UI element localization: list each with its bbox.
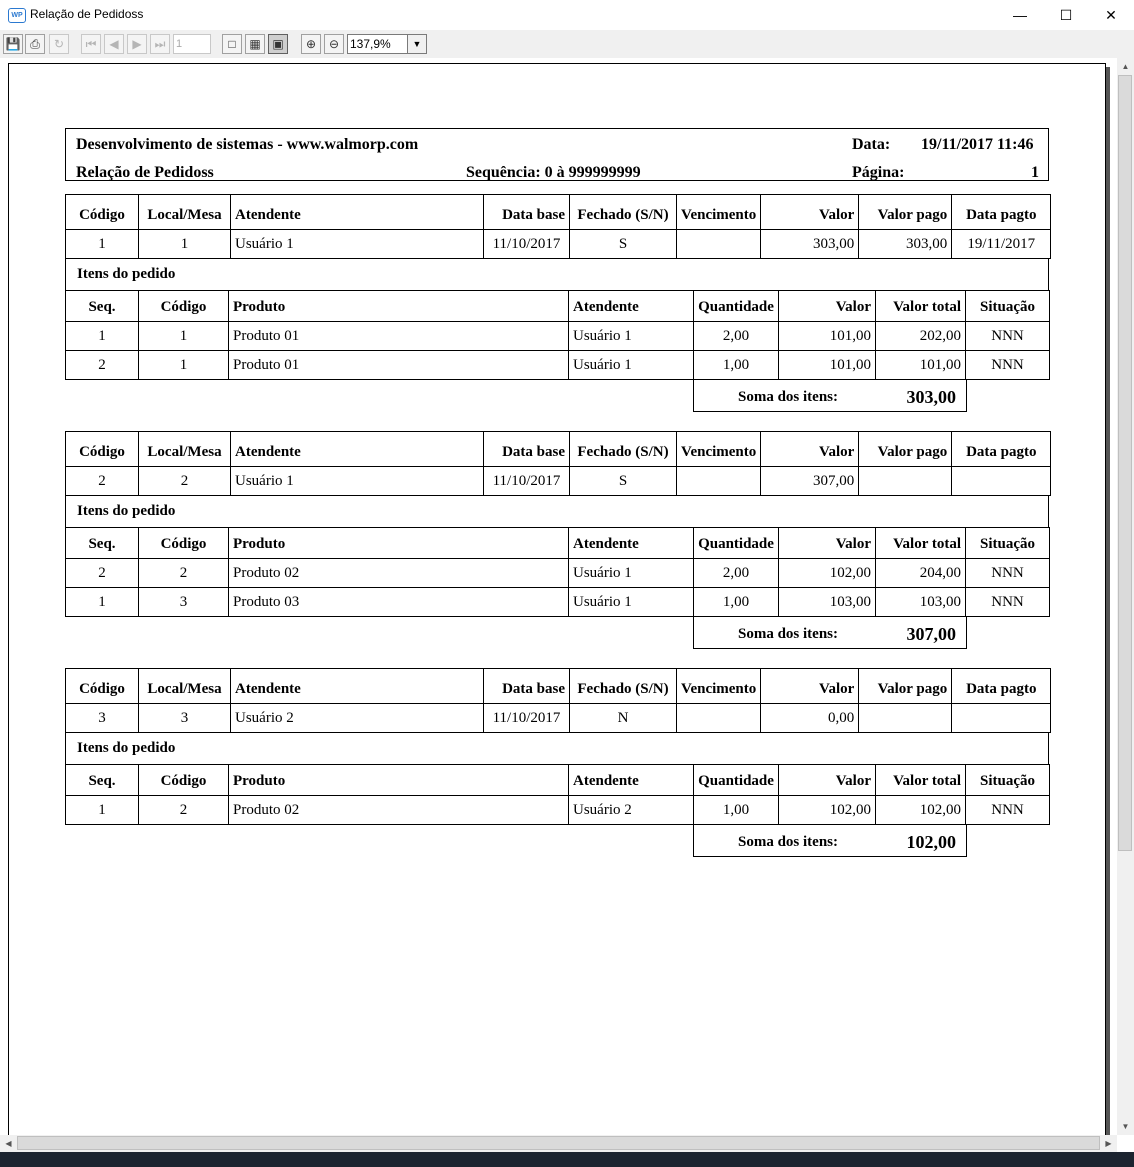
multi-page-icon[interactable]: ▣ — [268, 34, 288, 54]
item-column-header: Valor — [779, 765, 876, 796]
order-cell — [677, 230, 761, 259]
item-column-header: Situação — [966, 291, 1050, 322]
order-column-header: Vencimento — [677, 432, 761, 467]
sum-label: Soma dos itens: — [738, 389, 839, 405]
order-cell — [677, 704, 761, 733]
page-width-icon[interactable]: ▦ — [245, 34, 265, 54]
item-column-header: Código — [139, 291, 229, 322]
order-table — [65, 431, 1051, 496]
item-cell: 102,00 — [876, 796, 966, 825]
item-column-header: Seq. — [66, 291, 139, 322]
sum-value: 307,00 — [906, 624, 956, 644]
taskbar — [0, 1152, 1134, 1167]
zoom-select[interactable] — [347, 34, 427, 54]
item-row — [66, 796, 1050, 825]
order-row — [66, 467, 1051, 496]
zoom-in-icon[interactable]: ⊕ — [301, 34, 321, 54]
item-column-header: Código — [139, 528, 229, 559]
order-column-header: Código — [66, 432, 139, 467]
item-cell: 101,00 — [876, 351, 966, 380]
items-label: Itens do pedido — [77, 740, 176, 756]
item-cell: 1,00 — [694, 588, 779, 617]
close-button[interactable]: ✕ — [1105, 7, 1117, 23]
item-header-row — [66, 291, 1050, 322]
item-cell: 101,00 — [779, 351, 876, 380]
title-bar — [0, 0, 1134, 30]
item-table — [65, 764, 1050, 825]
item-column-header: Quantidade — [694, 291, 779, 322]
order-column-header: Fechado (S/N) — [570, 195, 677, 230]
zoom-out-icon[interactable]: ⊖ — [324, 34, 344, 54]
item-column-header: Situação — [966, 765, 1050, 796]
item-cell: Usuário 1 — [569, 322, 694, 351]
scroll-up-icon[interactable]: ▲ — [1121, 62, 1130, 71]
item-cell: Usuário 1 — [569, 559, 694, 588]
order-row — [66, 230, 1051, 259]
page-value: 1 — [1031, 164, 1039, 181]
order-column-header: Local/Mesa — [139, 669, 231, 704]
item-column-header: Atendente — [569, 528, 694, 559]
item-cell: 103,00 — [876, 588, 966, 617]
item-cell: 3 — [139, 588, 229, 617]
order-cell: 303,00 — [859, 230, 952, 259]
order-column-header: Atendente — [231, 195, 484, 230]
item-cell: 2 — [139, 559, 229, 588]
chevron-down-icon[interactable]: ▼ — [407, 35, 426, 53]
order-column-header: Atendente — [231, 669, 484, 704]
order-column-header: Valor pago — [859, 432, 952, 467]
item-cell: Usuário 2 — [569, 796, 694, 825]
order-column-header: Vencimento — [677, 669, 761, 704]
item-column-header: Produto — [229, 528, 569, 559]
sequence-range: Sequência: 0 à 999999999 — [466, 164, 641, 181]
order-column-header: Fechado (S/N) — [570, 669, 677, 704]
item-column-header: Valor total — [876, 528, 966, 559]
item-table — [65, 527, 1050, 617]
item-cell: Produto 03 — [229, 588, 569, 617]
date-value: 19/11/2017 11:46 — [921, 136, 1034, 153]
item-cell: 103,00 — [779, 588, 876, 617]
scroll-left-icon[interactable]: ◀ — [5, 1139, 12, 1148]
item-cell: Produto 01 — [229, 351, 569, 380]
print-icon[interactable]: ⎙ — [25, 34, 45, 54]
item-cell: 1,00 — [694, 351, 779, 380]
sum-label: Soma dos itens: — [738, 626, 839, 642]
item-column-header: Quantidade — [694, 528, 779, 559]
order-cell: 11/10/2017 — [484, 230, 570, 259]
order-table — [65, 668, 1051, 733]
item-row — [66, 351, 1050, 380]
items-section — [65, 259, 1049, 291]
item-cell: NNN — [966, 559, 1050, 588]
prev-page-icon[interactable]: ◀ — [104, 34, 124, 54]
item-cell: NNN — [966, 796, 1050, 825]
order-column-header: Código — [66, 669, 139, 704]
item-cell: NNN — [966, 322, 1050, 351]
save-icon[interactable]: 💾 — [3, 34, 23, 54]
item-column-header: Atendente — [569, 291, 694, 322]
item-cell: 2 — [139, 796, 229, 825]
order-cell: Usuário 2 — [231, 704, 484, 733]
order-row — [66, 704, 1051, 733]
order-column-header: Data base — [484, 669, 570, 704]
items-sum — [693, 825, 967, 857]
report-page — [8, 63, 1106, 1135]
order-cell: 2 — [66, 467, 139, 496]
order-cell — [677, 467, 761, 496]
item-column-header: Valor — [779, 291, 876, 322]
items-section — [65, 733, 1049, 765]
order-cell: 303,00 — [761, 230, 859, 259]
order-column-header: Valor pago — [859, 669, 952, 704]
sum-label: Soma dos itens: — [738, 834, 839, 850]
item-header-row — [66, 765, 1050, 796]
order-column-header: Código — [66, 195, 139, 230]
order-column-header: Local/Mesa — [139, 195, 231, 230]
order-cell — [952, 704, 1051, 733]
item-column-header: Valor total — [876, 765, 966, 796]
order-cell: 3 — [139, 704, 231, 733]
order-cell: S — [570, 230, 677, 259]
item-cell: Produto 01 — [229, 322, 569, 351]
item-cell: 1 — [66, 796, 139, 825]
item-cell: 1 — [139, 351, 229, 380]
order-cell: S — [570, 467, 677, 496]
item-cell: 2,00 — [694, 322, 779, 351]
report-title: Relação de Pedidoss — [76, 164, 214, 181]
item-column-header: Seq. — [66, 765, 139, 796]
item-column-header: Produto — [229, 765, 569, 796]
item-column-header: Atendente — [569, 765, 694, 796]
order-cell: 11/10/2017 — [484, 704, 570, 733]
order-header-row — [66, 669, 1051, 704]
vertical-scrollbar[interactable] — [1117, 58, 1134, 1135]
order-cell: Usuário 1 — [231, 467, 484, 496]
item-row — [66, 588, 1050, 617]
item-column-header: Código — [139, 765, 229, 796]
page-label: Página: — [852, 164, 905, 181]
item-row — [66, 559, 1050, 588]
scroll-down-icon[interactable]: ▼ — [1121, 1122, 1130, 1131]
item-cell: 2 — [66, 351, 139, 380]
order-cell: 2 — [139, 467, 231, 496]
item-cell: 101,00 — [779, 322, 876, 351]
zoom-value: 137,9% — [350, 37, 391, 51]
horizontal-scroll-thumb[interactable] — [17, 1136, 1100, 1150]
refresh-icon[interactable]: ↻ — [49, 34, 69, 54]
scroll-right-icon[interactable]: ▶ — [1105, 1139, 1112, 1148]
item-cell: 204,00 — [876, 559, 966, 588]
order-column-header: Local/Mesa — [139, 432, 231, 467]
vertical-scroll-thumb[interactable] — [1118, 75, 1132, 851]
item-cell: Usuário 1 — [569, 351, 694, 380]
order-column-header: Valor pago — [859, 195, 952, 230]
item-cell: 1 — [139, 322, 229, 351]
sum-value: 102,00 — [906, 832, 956, 852]
order-column-header: Valor — [761, 432, 859, 467]
item-cell: Produto 02 — [229, 559, 569, 588]
order-cell: N — [570, 704, 677, 733]
order-table — [65, 194, 1051, 259]
order-header-row — [66, 195, 1051, 230]
order-cell: 19/11/2017 — [952, 230, 1051, 259]
order-header-row — [66, 432, 1051, 467]
order-cell: 11/10/2017 — [484, 467, 570, 496]
items-label: Itens do pedido — [77, 503, 176, 519]
order-column-header: Valor — [761, 195, 859, 230]
item-cell: 102,00 — [779, 796, 876, 825]
item-cell: 102,00 — [779, 559, 876, 588]
order-cell: 0,00 — [761, 704, 859, 733]
order-cell: 1 — [66, 230, 139, 259]
order-cell: 3 — [66, 704, 139, 733]
item-column-header: Valor total — [876, 291, 966, 322]
order-column-header: Atendente — [231, 432, 484, 467]
next-page-icon[interactable]: ▶ — [127, 34, 147, 54]
order-column-header: Data base — [484, 195, 570, 230]
order-cell: Usuário 1 — [231, 230, 484, 259]
order-cell — [859, 467, 952, 496]
sum-value: 303,00 — [906, 387, 956, 407]
report-header — [65, 128, 1049, 181]
order-cell: 307,00 — [761, 467, 859, 496]
item-cell: Produto 02 — [229, 796, 569, 825]
order-cell: 1 — [139, 230, 231, 259]
order-column-header: Fechado (S/N) — [570, 432, 677, 467]
item-cell: 202,00 — [876, 322, 966, 351]
order-column-header: Data base — [484, 432, 570, 467]
date-label: Data: — [852, 136, 891, 153]
item-column-header: Valor — [779, 528, 876, 559]
last-page-icon[interactable]: ⏭ — [150, 34, 170, 54]
order-column-header: Data pagto — [952, 432, 1051, 467]
item-header-row — [66, 528, 1050, 559]
toolbar — [0, 30, 1134, 58]
item-cell: 1,00 — [694, 796, 779, 825]
order-cell — [952, 467, 1051, 496]
maximize-button[interactable]: ☐ — [1059, 7, 1073, 23]
order-column-header: Valor — [761, 669, 859, 704]
item-cell: 2,00 — [694, 559, 779, 588]
horizontal-scrollbar[interactable] — [0, 1135, 1117, 1152]
order-column-header: Data pagto — [952, 669, 1051, 704]
window-title: Relação de Pedidoss — [30, 7, 144, 21]
order-cell — [859, 704, 952, 733]
items-sum — [693, 617, 967, 649]
item-cell: NNN — [966, 351, 1050, 380]
order-column-header: Data pagto — [952, 195, 1051, 230]
page-number-input[interactable]: 1 — [173, 34, 211, 54]
report-viewport — [0, 58, 1117, 1135]
item-column-header: Quantidade — [694, 765, 779, 796]
items-label: Itens do pedido — [77, 266, 176, 282]
item-column-header: Produto — [229, 291, 569, 322]
app-icon: WP — [8, 8, 26, 23]
first-page-icon[interactable]: ⏮ — [81, 34, 101, 54]
item-column-header: Situação — [966, 528, 1050, 559]
item-cell: 2 — [66, 559, 139, 588]
item-cell: NNN — [966, 588, 1050, 617]
item-cell: 1 — [66, 322, 139, 351]
item-row — [66, 322, 1050, 351]
items-section — [65, 496, 1049, 528]
item-cell: 1 — [66, 588, 139, 617]
minimize-button[interactable]: — — [1013, 7, 1027, 23]
item-table — [65, 290, 1050, 380]
items-sum — [693, 380, 967, 412]
item-column-header: Seq. — [66, 528, 139, 559]
company-name: Desenvolvimento de sistemas - www.walmorp.com — [76, 136, 419, 153]
single-page-icon[interactable]: □ — [222, 34, 242, 54]
order-column-header: Vencimento — [677, 195, 761, 230]
item-cell: Usuário 1 — [569, 588, 694, 617]
